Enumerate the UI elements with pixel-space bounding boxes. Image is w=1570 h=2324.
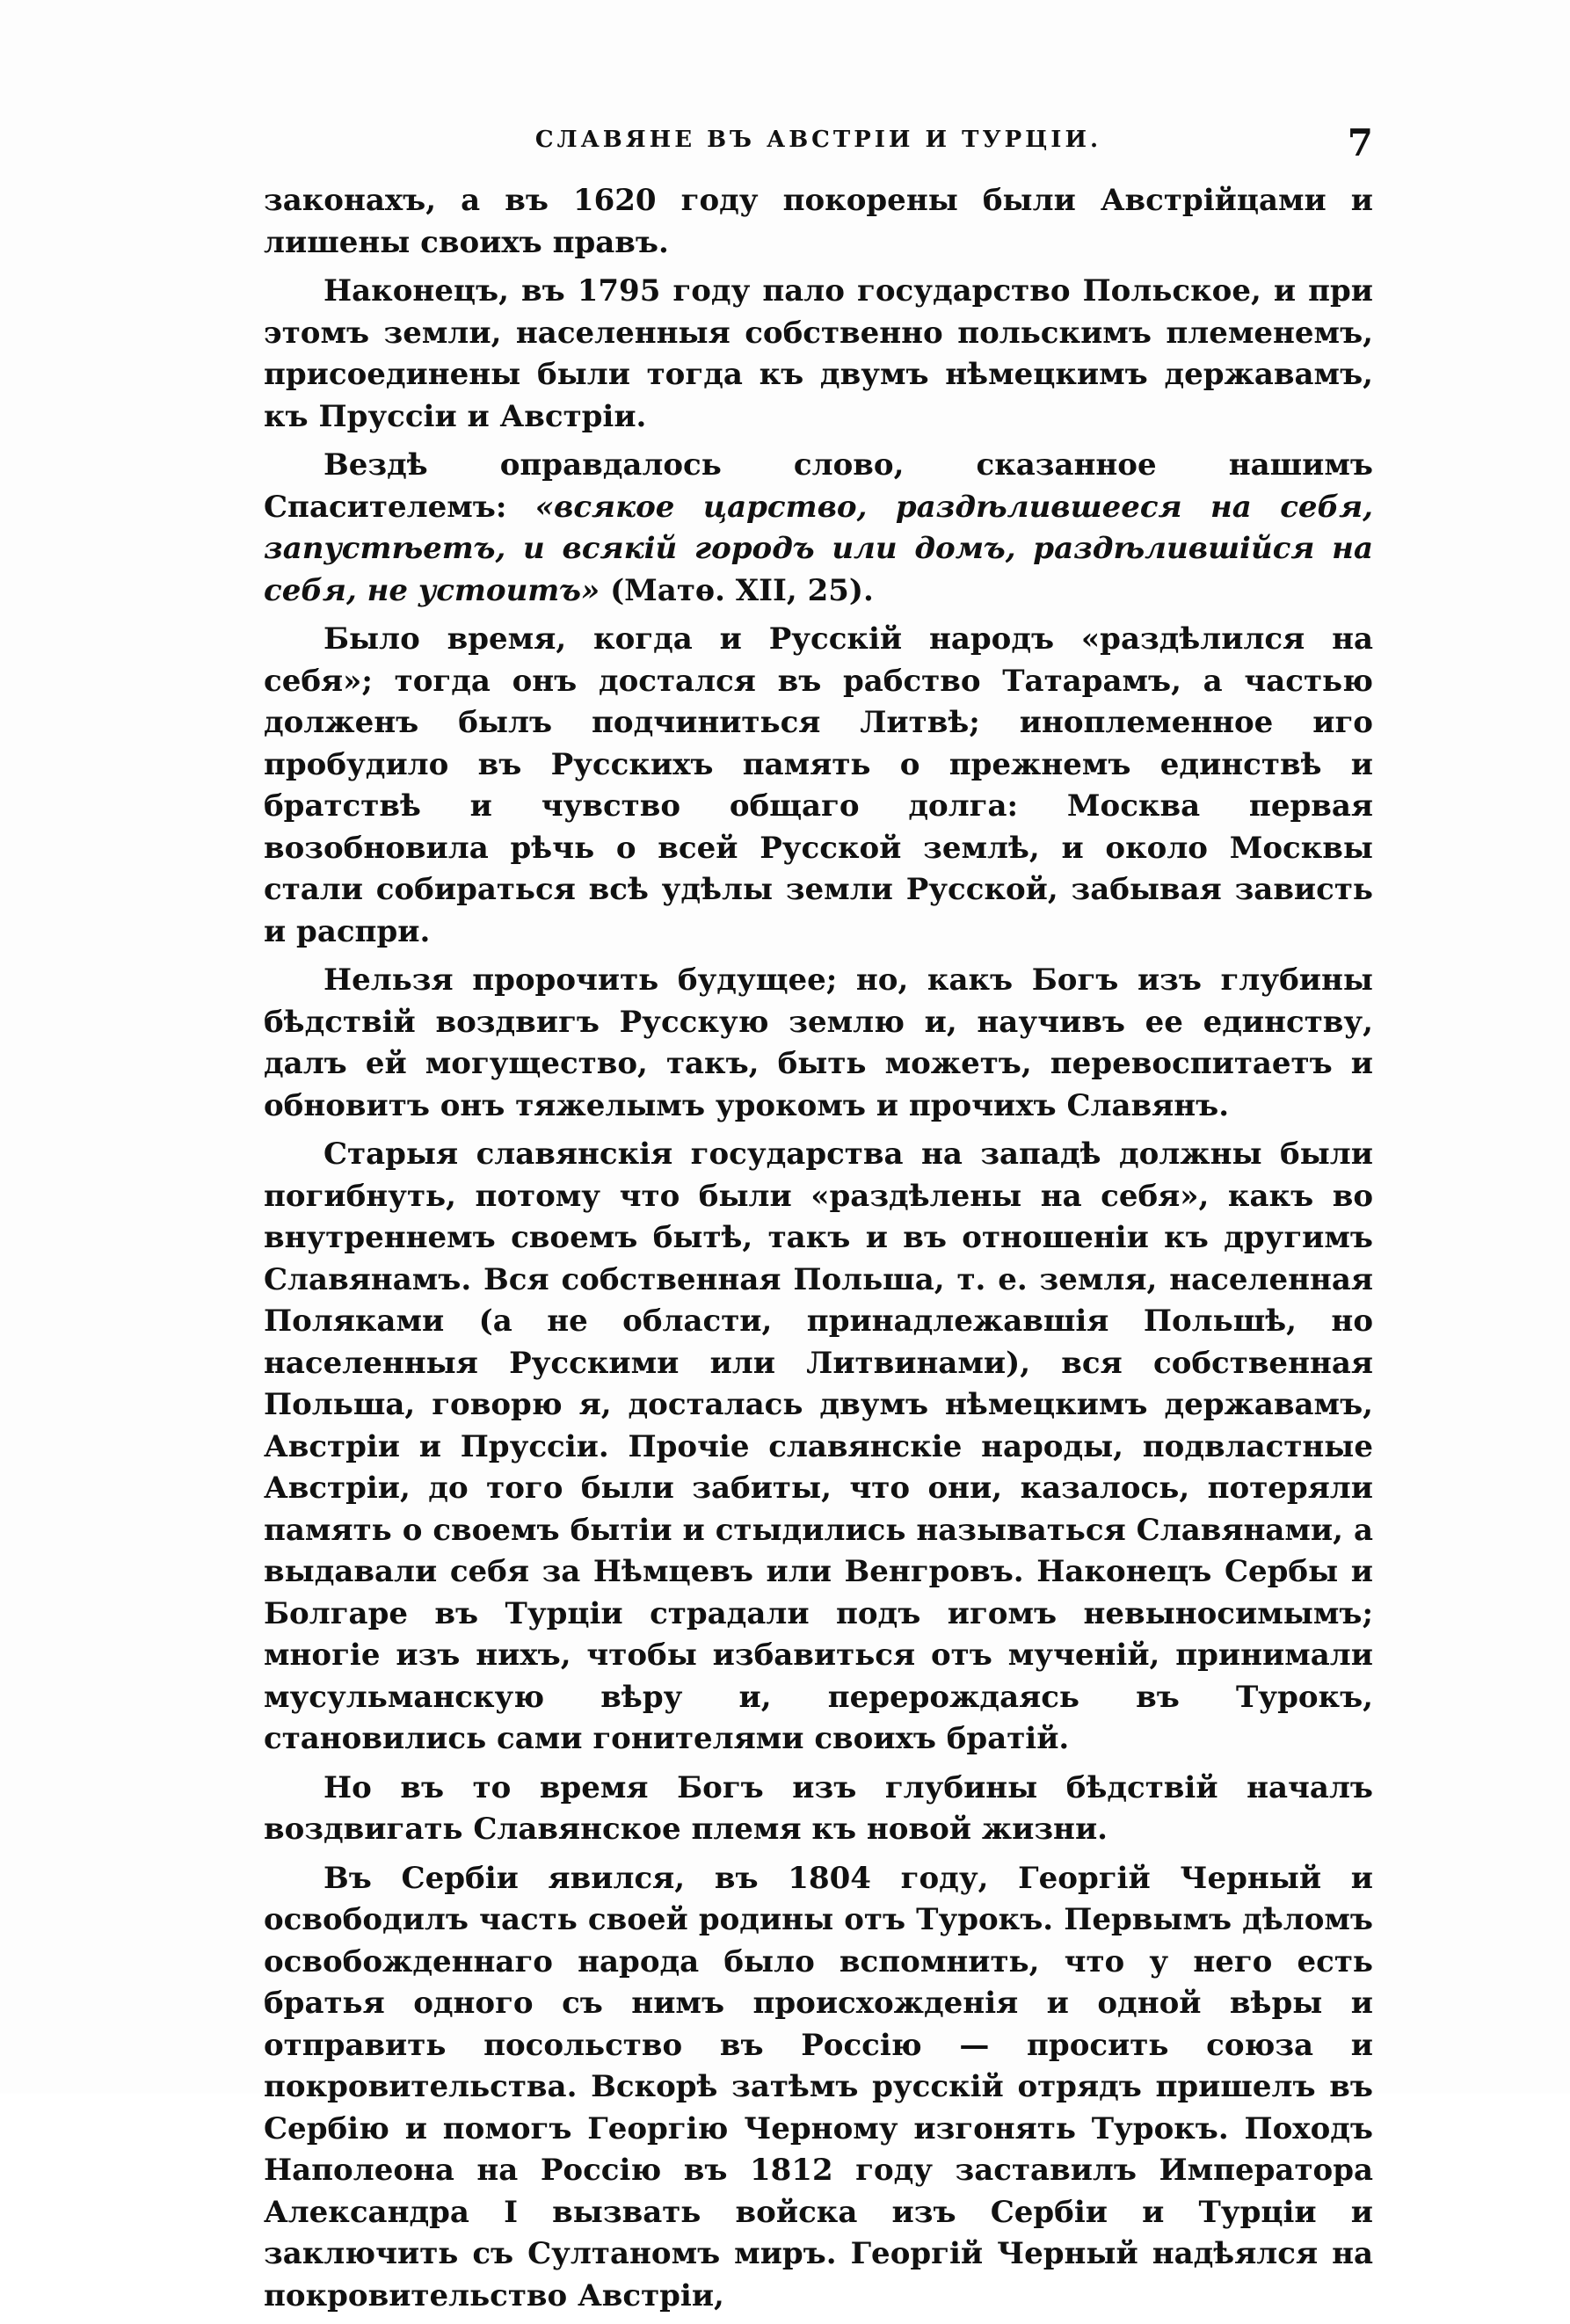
running-head xyxy=(264,121,1373,165)
paragraph-7: Но въ то время Богъ изъ глубины бѣдствій началъ воздвигать Славянское племя къ новой жизни. xyxy=(264,1769,1373,1847)
paragraph-3-lead: Вездѣ оправдалось слово, сказанное нашимъ Спасителемъ: xyxy=(264,447,1373,525)
paragraph-8: Въ Сербіи явился, въ 1804 году, Георгій Черный и освободилъ часть своей родины отъ Турокъ. Первымъ дѣломъ освобожденнаго народа было вспомнить, что у него есть братья одного съ нимъ происхожденія и одной вѣры и отправить посольство въ Россію — просить союза и покровительства. Вскорѣ затѣмъ русскій отрядъ пришелъ въ Сербію и помогъ Георгію Черному изгонять Турокъ. Походъ Наполеона на Россію въ 1812 году заставилъ Императора Александра I вызвать войска изъ Сербіи и Турціи и заключить съ Султаномъ миръ. Георгій Черный надѣялся на покровительство Австріи, xyxy=(264,1860,1373,2313)
page-number: 7 xyxy=(1347,121,1373,164)
paragraph-5: Нельзя пророчить будущее; но, какъ Богъ изъ глубины бѣдствій воздвигъ Русскую землю и, научивъ ее единству, далъ ей могущество, такъ, быть можетъ, перевоспитаетъ и обновитъ онъ тяжелымъ урокомъ и прочихъ Славянъ. xyxy=(264,962,1373,1123)
paragraph-3 xyxy=(264,445,1373,612)
paragraph-4: Было время, когда и Русскій народъ «раздѣлился на себя»; тогда онъ достался въ рабство Татарамъ, а частью долженъ былъ подчиниться Литвѣ; иноплеменное иго пробудило въ Русскихъ память о прежнемъ единствѣ и братствѣ и чувство общаго долга: Москва первая возобновила рѣчь о всей Русской землѣ, и около Москвы стали собираться всѣ удѣлы земли Русской, забывая зависть и распри. xyxy=(264,621,1373,949)
paragraph-2: Наконецъ, въ 1795 году пало государство Польское, и при этомъ земли, населенныя собственно польскимъ племенемъ, присоединены были тогда къ двумъ нѣмецкимъ державамъ, къ Пруссіи и Австріи. xyxy=(264,273,1373,434)
scripture-quote: «всякое царство, раздѣлившееся на себя, запустѣетъ, и всякій городъ или домъ, раздѣлившійся на себя, не устоитъ» xyxy=(264,489,1373,608)
paragraph-6: Старыя славянскія государства на западѣ должны были погибнуть, потому что были «раздѣлены на себя», какъ во внутреннемъ своемъ бытѣ, такъ и въ отношеніи къ другимъ Славянамъ. Вся собственная Польша, т. е. земля, населенная Поляками (а не области, принадлежавшія Польшѣ, но населенныя Русскими или Литвинами), вся собственная Польша, говорю я, досталась двумъ нѣмецкимъ державамъ, Австріи и Пруссіи. Прочіе славянскіе народы, подвластные Австріи, до того были забиты, что они, казалось, потеряли память о своемъ бытіи и стыдились называться Славянами, а выдавали себя за Нѣмцевъ или Венгровъ. Наконецъ Сербы и Болгаре въ Турціи страдали подъ игомъ невыносимымъ; многіе изъ нихъ, чтобы избавиться отъ мученій, принимали мусульманскую вѣру и, перерождаясь въ Турокъ, становились сами гонителями своихъ братій. xyxy=(264,1137,1373,1756)
running-head-title: СЛАВЯНЕ ВЪ АВСТРІИ И ТУРЦІИ. xyxy=(534,127,1102,153)
paragraph-1: законахъ, а въ 1620 году покорены были Австрійцами и лишены своихъ правъ. xyxy=(264,183,1373,260)
scripture-reference: (Матѳ. XII, 25). xyxy=(600,572,874,608)
body-text xyxy=(264,180,1373,2324)
